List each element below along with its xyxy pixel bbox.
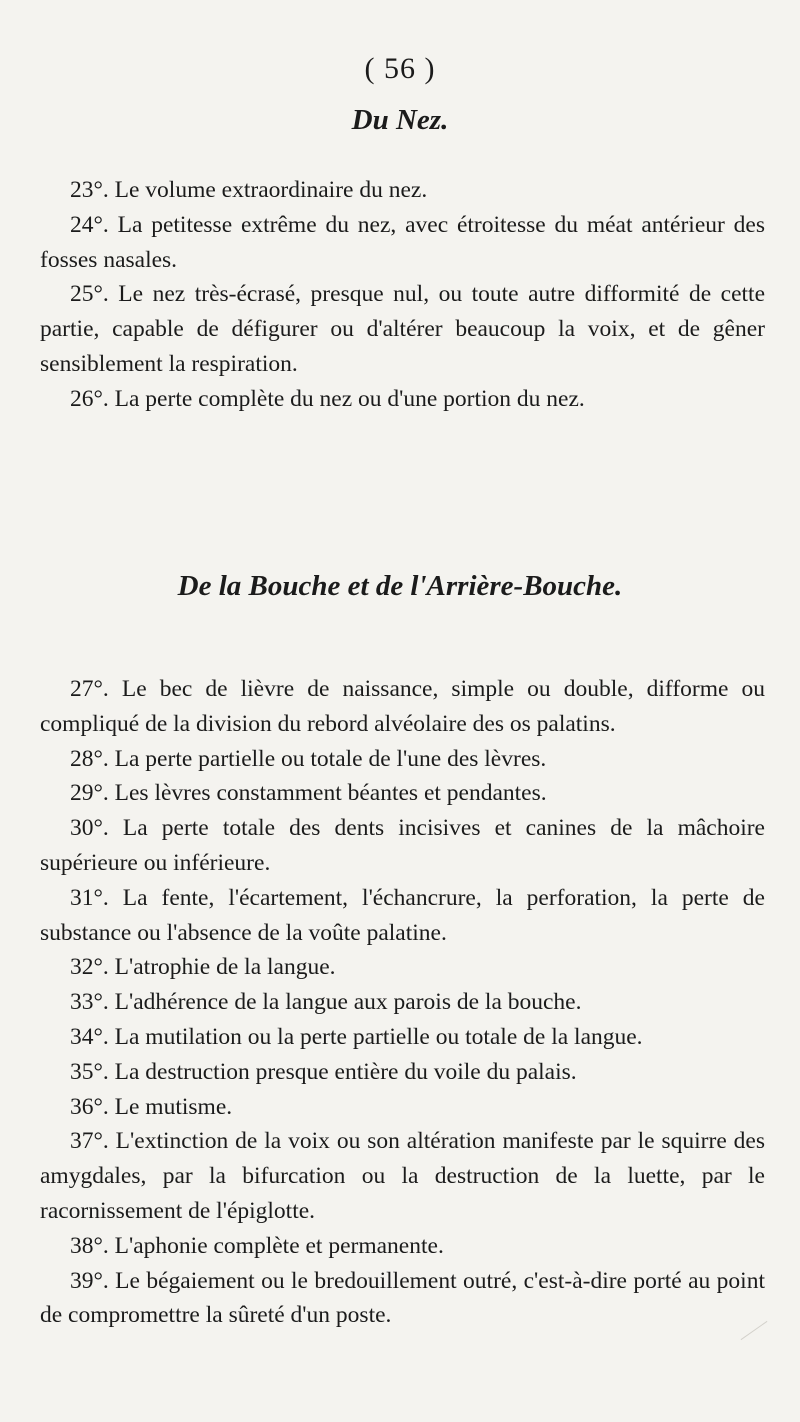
section-title-nez: Du Nez. <box>351 104 449 136</box>
section-title-bouche: De la Bouche et de l'Arrière-Bouche. <box>177 570 623 602</box>
paragraph-38: 38°. L'aphonie complète et permanente. <box>70 1232 444 1259</box>
paragraph-29: 29°. Les lèvres constamment béantes et pendantes. <box>70 780 547 807</box>
paragraph-26: 26°. La perte complète du nez ou d'une portion du nez. <box>70 385 585 412</box>
paragraph-33: 33°. L'adhérence de la langue aux parois de la bouche. <box>70 989 582 1016</box>
paragraph-27: 27°. Le bec de lièvre de naissance, simple ou double, difforme ou compliqué de la division du rebord alvéolaire des os palatins. <box>40 676 765 737</box>
page-number: ( 56 ) <box>364 52 436 85</box>
section-body-nez <box>40 173 765 417</box>
paragraph-28: 28°. La perte partielle ou totale de l'une des lèvres. <box>70 745 547 772</box>
paragraph-25: 25°. Le nez très-écrasé, presque nul, ou toute autre difformité de cette partie, capable de défigurer ou d'altérer beaucoup la voix, et de gêner sensiblement la respiration. <box>40 281 765 377</box>
section-body-bouche <box>40 672 765 1333</box>
paragraph-30: 30°. La perte totale des dents incisives et canines de la mâchoire supérieure ou inférieure. <box>40 815 765 876</box>
paragraph-37: 37°. L'extinction de la voix ou son altération manifeste par le squirre des amygdales, par la bifurcation ou la destruction de la luette, par le racornissement de l'épiglotte. <box>40 1128 765 1224</box>
paragraph-39: 39°. Le bégaiement ou le bredouillement outré, c'est-à-dire porté au point de compromettre la sûreté d'un poste. <box>40 1267 765 1329</box>
paragraph-32: 32°. L'atrophie de la langue. <box>70 954 336 981</box>
paragraph-35: 35°. La destruction presque entière du voile du palais. <box>70 1058 577 1085</box>
paragraph-34: 34°. La mutilation ou la perte partielle ou totale de la langue. <box>70 1023 643 1050</box>
paragraph-31: 31°. La fente, l'écartement, l'échancrure, la perforation, la perte de substance ou l'absence de la voûte palatine. <box>40 884 765 946</box>
paragraph-36: 36°. Le mutisme. <box>70 1093 233 1120</box>
paragraph-23: 23°. Le volume extraordinaire du nez. <box>70 177 428 203</box>
paragraph-24: 24°. La petitesse extrême du nez, avec étroitesse du méat antérieur des fosses nasales. <box>40 211 765 273</box>
